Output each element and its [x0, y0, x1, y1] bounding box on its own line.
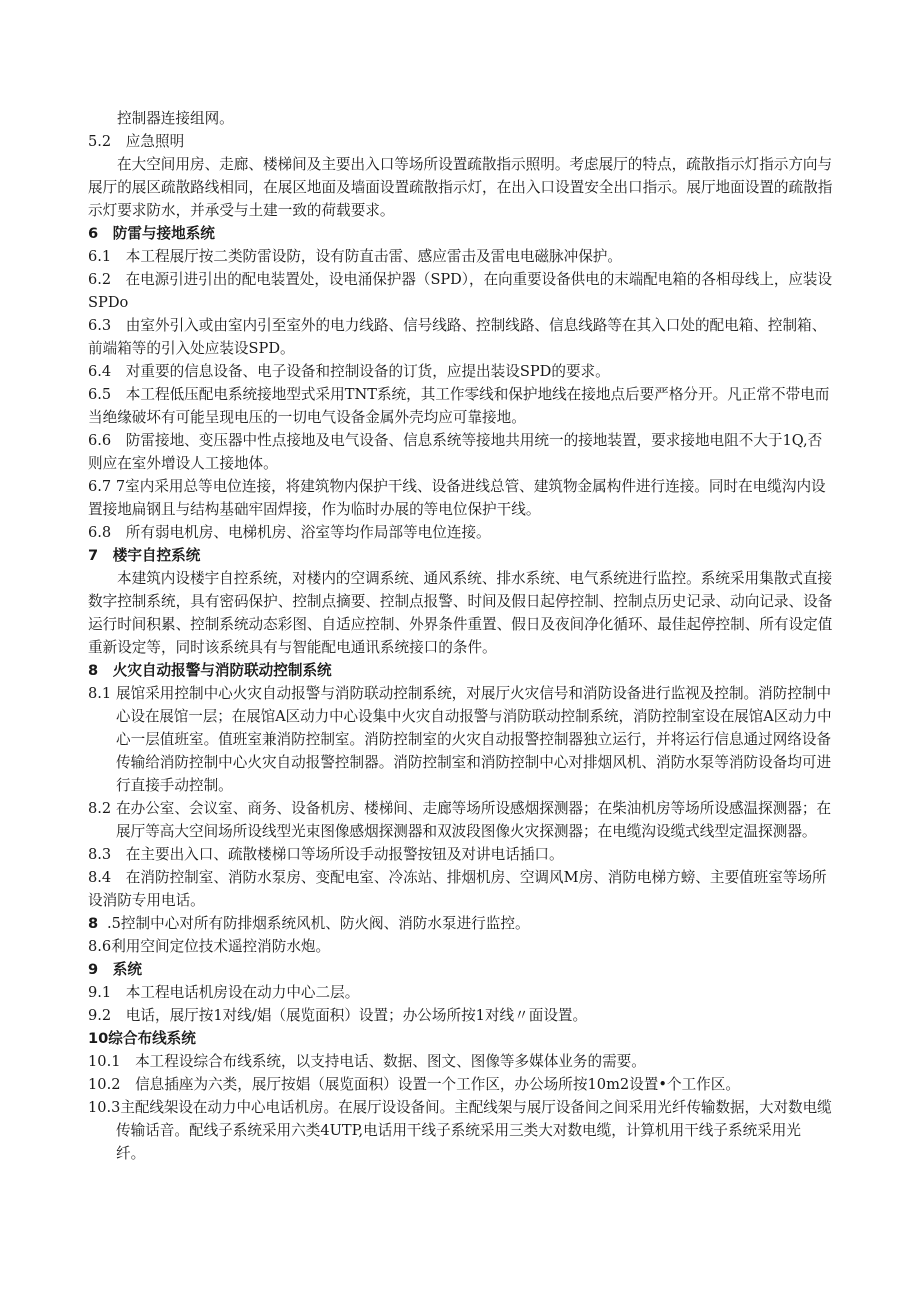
text-line: 6.5 本工程低压配电系统接地型式采用TNT系统，其工作零线和保护地线在接地点后要严格分开。凡正常不带电而 — [88, 386, 830, 403]
text-line: SPDo — [88, 294, 129, 311]
text-line: 置接地扁钢且与结构基础牢固焊接，作为临时办展的等电位保护干线。 — [88, 501, 541, 518]
text-line: 当绝缘破坏有可能呈现电压的一切电气设备金属外壳均应可靠接地。 — [88, 409, 526, 426]
text-line: 9.2 电话，展厅按1对线/娼（展览面积）设置；办公场所按1对线〃面设置。 — [88, 1007, 588, 1024]
item-number: 8.1 — [88, 685, 112, 702]
text-line: 9.1 本工程电话机房设在动力中心二层。 — [88, 984, 360, 1001]
text-line: 10.1 本工程设综合布线系统，以支持电话、数据、图文、图像等多媒体业务的需要。 — [88, 1053, 646, 1070]
text-line: 展馆采用控制中心火灾自动报警与消防联动控制系统，对展厅火灾信号和消防设备进行监视及控制。消防控制中 — [116, 685, 832, 702]
item-number: 8.2 — [88, 800, 112, 817]
text-line: 传输给消防控制中心火灾自动报警控制器。消防控制室和消防控制中心对排烟风机、消防水泵等消防设备均可进 — [116, 754, 832, 771]
text-line: .5控制中心对所有防排烟系统风机、防火阀、消防水泵进行监控。 — [107, 915, 530, 932]
text-line: 6.3 由室外引入或由室内引至室外的电力线路、信号线路、控制线路、信息线路等在其入口处的配电箱、控制箱、 — [88, 317, 827, 334]
text-line: 前端箱等的引入处应装设SPD。 — [88, 340, 295, 357]
text-line: 示灯要求防水，并承受与土建一致的荷载要求。 — [88, 202, 395, 219]
text-line: 在大空间用房、走廊、楼梯间及主要出入口等场所设置疏散指示照明。考虑展厅的特点，疏散指示灯指示方向与 — [117, 156, 833, 173]
subsection-heading: 5.2 应急照明 — [88, 133, 185, 150]
section-heading: 10综合布线系统 — [88, 1030, 196, 1047]
text-line: 10.3主配线架设在动力中心电话机房。在展厅设设备间。主配线架与展厅设备间之间采用光纤传输数据，大对数电缆 — [88, 1099, 832, 1116]
section-heading: 8 火灾自动报警与消防联动控制系统 — [88, 662, 332, 679]
text-line: 则应在室外增设人工接地体。 — [88, 455, 278, 472]
text-line: 8.3 在主要出入口、疏散楼梯口等场所设手动报警按钮及对讲电话插口。 — [88, 846, 564, 863]
text-line: 运行时间积累、控制系统动态彩图、自适应控制、外界条件重置、假日及夜间净化循环、最佳起停控制、所有设定值 — [88, 616, 833, 633]
text-line: 本建筑内设楼宇自控系统，对楼内的空调系统、通风系统、排水系统、电气系统进行监控。系统采用集散式直接 — [117, 570, 833, 587]
text-line: 6.6 防雷接地、变压器中性点接地及电气设备、信息系统等接地共用统一的接地装置，要求接地电阻不大于1Q,否 — [88, 432, 823, 449]
text-line: 设消防专用电话。 — [88, 892, 205, 909]
text-line: 6.2 在电源引进引出的配电装置处，设电涌保护器（SPD），在向重要设备供电的末端配电箱的各相母线上，应装设 — [88, 271, 832, 288]
text-line: 重新设定等，同时该系统具有与智能配电通讯系统接口的条件。 — [88, 639, 497, 656]
text-line: 6.4 对重要的信息设备、电子设备和控制设备的订货，应提出装设SPD的要求。 — [88, 363, 610, 380]
text-line: 心一层值班室。值班室兼消防控制室。消防控制室的火灾自动报警控制器独立运行，并将运行信息通过网络设备 — [116, 731, 832, 748]
text-line: 8.4 在消防控制室、消防水泵房、变配电室、冷冻站、排烟机房、空调风M房、消防电梯方螃、主要值班室等场所 — [88, 869, 827, 886]
text-line: 控制器连接组网。 — [117, 110, 234, 127]
text-line: 展厅等高大空间场所设线型光束图像感烟探测器和双波段图像火灾探测器；在电缆沟设缆式线型定温探测器。 — [116, 823, 817, 840]
text-line: 6.1 本工程展厅按二类防雷设防，设有防直击雷、感应雷击及雷电电磁脉冲保护。 — [88, 248, 622, 265]
text-line: 数字控制系统，具有密码保护、控制点摘要、控制点报警、时间及假日起停控制、控制点历史记录、动向记录、设备 — [88, 593, 833, 610]
section-heading: 7 楼宇自控系统 — [88, 547, 201, 564]
text-line: 行直接手动控制。 — [116, 777, 233, 794]
item-number: 8 — [88, 915, 99, 932]
section-heading: 9 系统 — [88, 961, 142, 978]
text-line: 6.8 所有弱电机房、电梯机房、浴室等均作局部等电位连接。 — [88, 524, 491, 541]
text-line: 传输话音。配线子系统采用六类4UTP,电话用干线子系统采用三类大对数电缆，计算机用干线子系统采用光 — [116, 1122, 801, 1139]
text-line: 6.7 7室内采用总等电位连接，将建筑物内保护干线、设备进线总管、建筑物金属构件进行连接。同时在电缆沟内设 — [88, 478, 826, 495]
text-line: 在办公室、会议室、商务、设备机房、楼梯间、走廊等场所设感烟探测器；在柴油机房等场所设感温探测器；在 — [116, 800, 832, 817]
text-line: 10.2 信息插座为六类，展厅按娼（展览面积）设置一个工作区，办公场所按10m2设置•个工作区。 — [88, 1076, 740, 1093]
text-line: 8.6利用空间定位技术遥控消防水炮。 — [88, 938, 331, 955]
section-heading: 6 防雷与接地系统 — [88, 225, 215, 242]
text-line: 心设在展馆一层；在展馆A区动力中心设集中火灾自动报警与消防联动控制系统，消防控制室设在展馆A区动力中 — [116, 708, 832, 725]
text-line: 展厅的展区疏散路线相同，在展区地面及墙面设置疏散指示灯，在出入口设置安全出口指示。展厅地面设置的疏散指 — [88, 179, 833, 196]
text-line: 纤。 — [116, 1145, 146, 1162]
